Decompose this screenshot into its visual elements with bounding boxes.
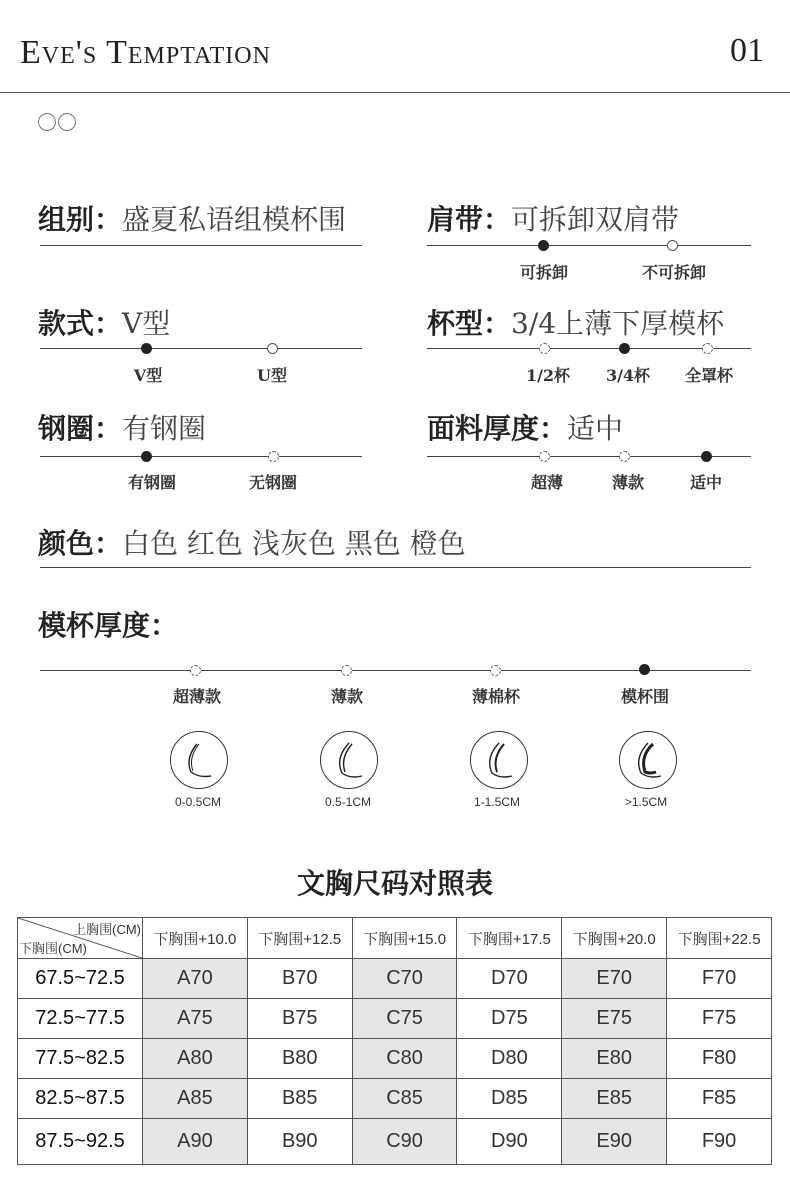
style-option-u: U型	[257, 366, 287, 385]
cup-profile-icon	[620, 732, 676, 788]
thickness-range: 0.5-1CM	[324, 795, 372, 809]
style-attribute	[38, 302, 170, 342]
wire-option-with: 有钢圈	[127, 473, 177, 492]
thickness-option-marker	[190, 665, 201, 676]
corner-top-label: 上胸围(CM)	[73, 922, 141, 937]
group-label: 组别：	[38, 203, 123, 236]
thickness-option-marker	[490, 665, 501, 676]
table-cell: D80	[457, 1039, 562, 1079]
thickness-label: 模杯厚度：	[38, 609, 179, 642]
table-cell: D90	[457, 1119, 562, 1165]
table-cell: A75	[143, 999, 248, 1039]
fabric-option-medium: 适中	[689, 473, 723, 492]
row-header: 82.5~87.5	[18, 1079, 143, 1119]
page-number: 01	[730, 32, 764, 69]
cup-thickness-icon	[470, 731, 528, 789]
wire-label: 钢圈：	[38, 412, 123, 445]
fabric-option-marker	[619, 451, 630, 462]
table-cell: C85	[352, 1079, 457, 1119]
strap-label: 肩带：	[427, 203, 512, 236]
table-cell: B70	[247, 959, 352, 999]
thickness-option-thin: 薄款	[330, 687, 364, 706]
table-header-row	[18, 918, 772, 959]
circle-icon	[38, 113, 56, 131]
column-header: 下胸围+17.5	[457, 918, 562, 959]
brand-logo: Eve's Temptation	[20, 34, 271, 71]
table-cell: D75	[457, 999, 562, 1039]
row-header: 77.5~82.5	[18, 1039, 143, 1079]
corner-bottom-label: 下胸围(CM)	[19, 941, 87, 956]
header-divider	[0, 92, 790, 93]
table-cell: A90	[143, 1119, 248, 1165]
table-cell: A70	[143, 959, 248, 999]
style-option-marker	[267, 343, 278, 354]
table-row	[18, 959, 772, 999]
cup-option-marker-selected	[619, 343, 630, 354]
row-header: 87.5~92.5	[18, 1119, 143, 1165]
wire-option-without: 无钢圈	[248, 473, 298, 492]
circle-icon	[58, 113, 76, 131]
fabric-option-ultrathin: 超薄	[530, 473, 564, 492]
table-row	[18, 1079, 772, 1119]
fabric-value: 适中	[567, 412, 624, 445]
color-label: 颜色：	[38, 527, 123, 560]
table-cell: F85	[667, 1079, 772, 1119]
cup-thickness-icon	[170, 731, 228, 789]
table-cell: E85	[562, 1079, 667, 1119]
cup-label: 杯型：	[427, 307, 512, 340]
thickness-option-ultrathin: 超薄款	[172, 687, 222, 706]
strap-attribute	[427, 198, 679, 238]
strap-option-marker	[667, 240, 678, 251]
column-header: 下胸围+10.0	[143, 918, 248, 959]
style-option-marker-selected	[141, 343, 152, 354]
table-cell: E75	[562, 999, 667, 1039]
row-header: 72.5~77.5	[18, 999, 143, 1039]
cup-profile-icon	[471, 732, 527, 788]
column-header: 下胸围+20.0	[562, 918, 667, 959]
cup-thickness-icon	[320, 731, 378, 789]
size-table	[17, 917, 772, 1165]
table-cell: F90	[667, 1119, 772, 1165]
fabric-attribute	[427, 407, 623, 447]
column-header: 下胸围+12.5	[247, 918, 352, 959]
thickness-option-molded: 模杯围	[620, 687, 670, 706]
wire-option-marker	[268, 451, 279, 462]
group-underline	[40, 245, 362, 246]
thickness-option-padded: 薄棉杯	[471, 687, 521, 706]
row-header: 67.5~72.5	[18, 959, 143, 999]
thickness-attribute	[38, 604, 178, 644]
style-scale	[40, 348, 362, 349]
decorative-circles	[38, 113, 76, 131]
group-attribute	[38, 198, 346, 238]
wire-option-marker-selected	[141, 451, 152, 462]
fabric-option-thin: 薄款	[611, 473, 645, 492]
thickness-range: >1.5CM	[624, 795, 668, 809]
style-value: V型	[122, 307, 171, 340]
table-cell: D70	[457, 959, 562, 999]
strap-option-fixed: 不可拆卸	[641, 263, 707, 282]
column-header: 下胸围+15.0	[352, 918, 457, 959]
table-cell: A80	[143, 1039, 248, 1079]
wire-value: 有钢圈	[122, 412, 207, 445]
strap-option-marker-selected	[538, 240, 549, 251]
strap-option-removable: 可拆卸	[519, 263, 569, 282]
cup-option-marker	[702, 343, 713, 354]
table-row	[18, 1039, 772, 1079]
cup-option-marker	[539, 343, 550, 354]
column-header: 下胸围+22.5	[667, 918, 772, 959]
thickness-option-marker-selected	[639, 664, 650, 675]
table-corner-cell	[18, 918, 143, 959]
table-cell: C75	[352, 999, 457, 1039]
table-cell: F70	[667, 959, 772, 999]
cup-profile-icon	[321, 732, 377, 788]
table-cell: C90	[352, 1119, 457, 1165]
thickness-range: 0-0.5CM	[174, 795, 222, 809]
cup-option-three-quarter: 3/4杯	[605, 366, 651, 385]
fabric-option-marker	[539, 451, 550, 462]
cup-value: 3/4上薄下厚模杯	[511, 307, 725, 340]
table-cell: B75	[247, 999, 352, 1039]
table-cell: E80	[562, 1039, 667, 1079]
fabric-label: 面料厚度：	[427, 412, 568, 445]
table-cell: E70	[562, 959, 667, 999]
wire-scale	[40, 456, 362, 457]
table-cell: C70	[352, 959, 457, 999]
table-cell: E90	[562, 1119, 667, 1165]
color-value: 白色 红色 浅灰色 黑色 橙色	[122, 527, 466, 560]
cup-profile-icon	[171, 732, 227, 788]
table-cell: C80	[352, 1039, 457, 1079]
color-underline	[40, 567, 751, 568]
thickness-option-marker	[341, 665, 352, 676]
cup-attribute	[427, 302, 724, 342]
style-option-v: V型	[133, 366, 163, 385]
thickness-range: 1-1.5CM	[473, 795, 521, 809]
table-cell: B85	[247, 1079, 352, 1119]
fabric-option-marker-selected	[701, 451, 712, 462]
color-attribute	[38, 522, 466, 562]
group-value: 盛夏私语组模杯围	[122, 203, 347, 236]
size-table-title: 文胸尺码对照表	[296, 867, 493, 900]
table-row	[18, 1119, 772, 1165]
strap-scale	[427, 245, 751, 246]
table-cell: B90	[247, 1119, 352, 1165]
cup-option-full: 全罩杯	[684, 366, 734, 385]
table-row	[18, 999, 772, 1039]
table-cell: F80	[667, 1039, 772, 1079]
table-cell: F75	[667, 999, 772, 1039]
table-cell: D85	[457, 1079, 562, 1119]
cup-option-half: 1/2杯	[525, 366, 571, 385]
strap-value: 可拆卸双肩带	[511, 203, 680, 236]
table-cell: A85	[143, 1079, 248, 1119]
table-cell: B80	[247, 1039, 352, 1079]
style-label: 款式：	[38, 307, 123, 340]
cup-thickness-icon	[619, 731, 677, 789]
wire-attribute	[38, 407, 206, 447]
